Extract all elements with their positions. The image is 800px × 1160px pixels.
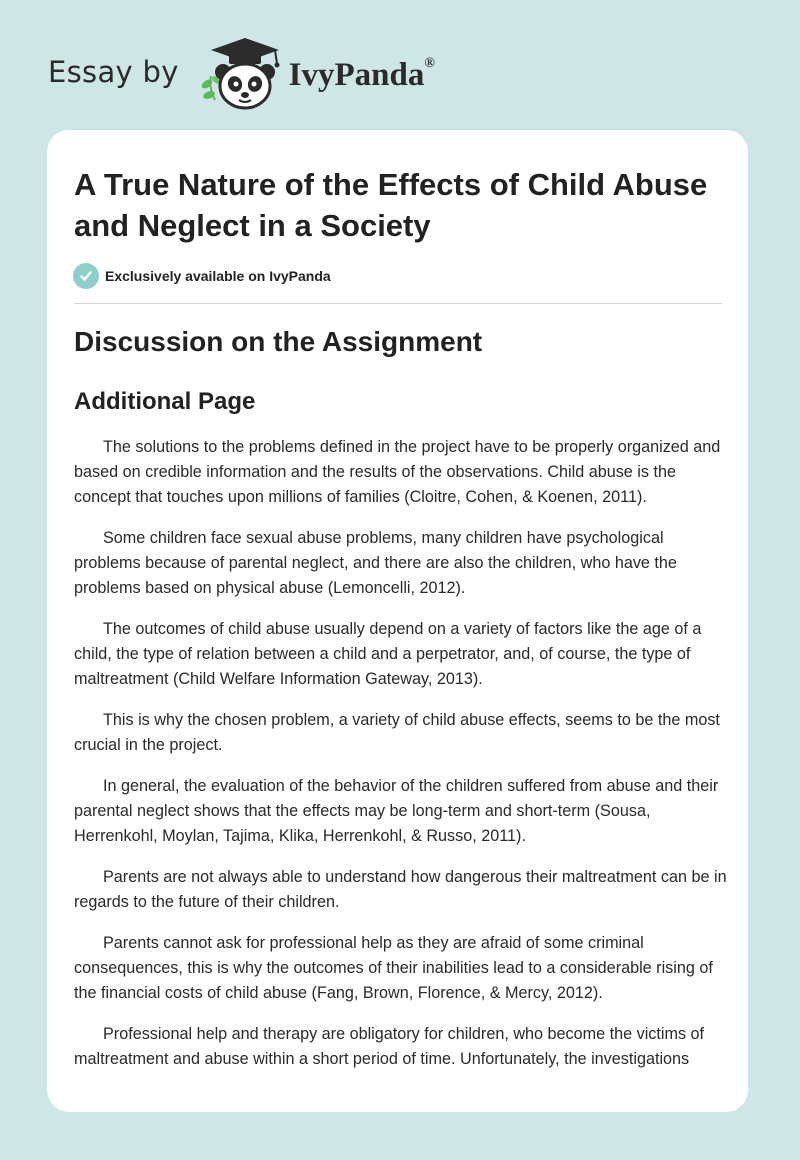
essay-title: A True Nature of the Effects of Child Abuse and Neglect in a Society — [74, 167, 708, 243]
section-heading: Discussion on the Assignment — [74, 326, 483, 357]
paragraph: The solutions to the problems defined in the project have to be properly organized and based on credible information and the results of the observations. Child abuse is the concept that touches upon millions of families (Cloitre, Cohen, & Koenen, 2011). — [74, 438, 721, 506]
paragraph: Some children face sexual abuse problems, many children have psychological problems because of parental neglect, and there are also the children, who have the problems based on physical abuse (Lemoncelli, 2012). — [74, 529, 677, 597]
divider — [74, 303, 722, 304]
exclusive-badge — [73, 263, 331, 289]
sub-heading: Additional Page — [74, 388, 256, 415]
brand-text: IvyPanda — [288, 56, 425, 93]
exclusive-label: Exclusively available on IvyPanda — [105, 268, 331, 284]
paragraph: This is why the chosen problem, a variety of child abuse effects, seems to be the most crucial in the project. — [74, 711, 720, 754]
essay-card — [47, 130, 748, 1112]
site-header — [48, 34, 435, 114]
paragraph: Parents are not always able to understand how dangerous their maltreatment can be in regards to the future of their children. — [74, 868, 727, 911]
paragraph: The outcomes of child abuse usually depend on a variety of factors like the age of a child, the type of relation between a child and a perpetrator, and, of course, the type of maltreatment (Child Welfare Information Gateway, 2013). — [74, 620, 702, 688]
registered-mark: ® — [424, 55, 435, 71]
paragraph: Professional help and therapy are obligatory for children, who become the victims of maltreatment and abuse within a short period of time. Unfortunately, the investigations — [74, 1025, 705, 1068]
check-icon — [73, 263, 99, 289]
paragraph: Parents cannot ask for professional help as they are afraid of some criminal consequences, this is why the outcomes of their inabilities lead to a considerable rising of the financial costs of child abuse (Fang, Brown, Florence, & Mercy, 2012). — [74, 934, 713, 1002]
paragraph: In general, the evaluation of the behavior of the children suffered from abuse and their parental neglect shows that the effects may be long-term and short-term (Sousa, Herrenkohl, Moylan, Tajima, Klika, Herrenkohl, & Russo, 2011). — [74, 777, 719, 845]
brand-name[interactable] — [289, 57, 435, 94]
essay-by-label: Essay by — [48, 55, 179, 89]
ivypanda-logo-icon[interactable] — [193, 34, 289, 114]
essay-body — [74, 435, 728, 1088]
